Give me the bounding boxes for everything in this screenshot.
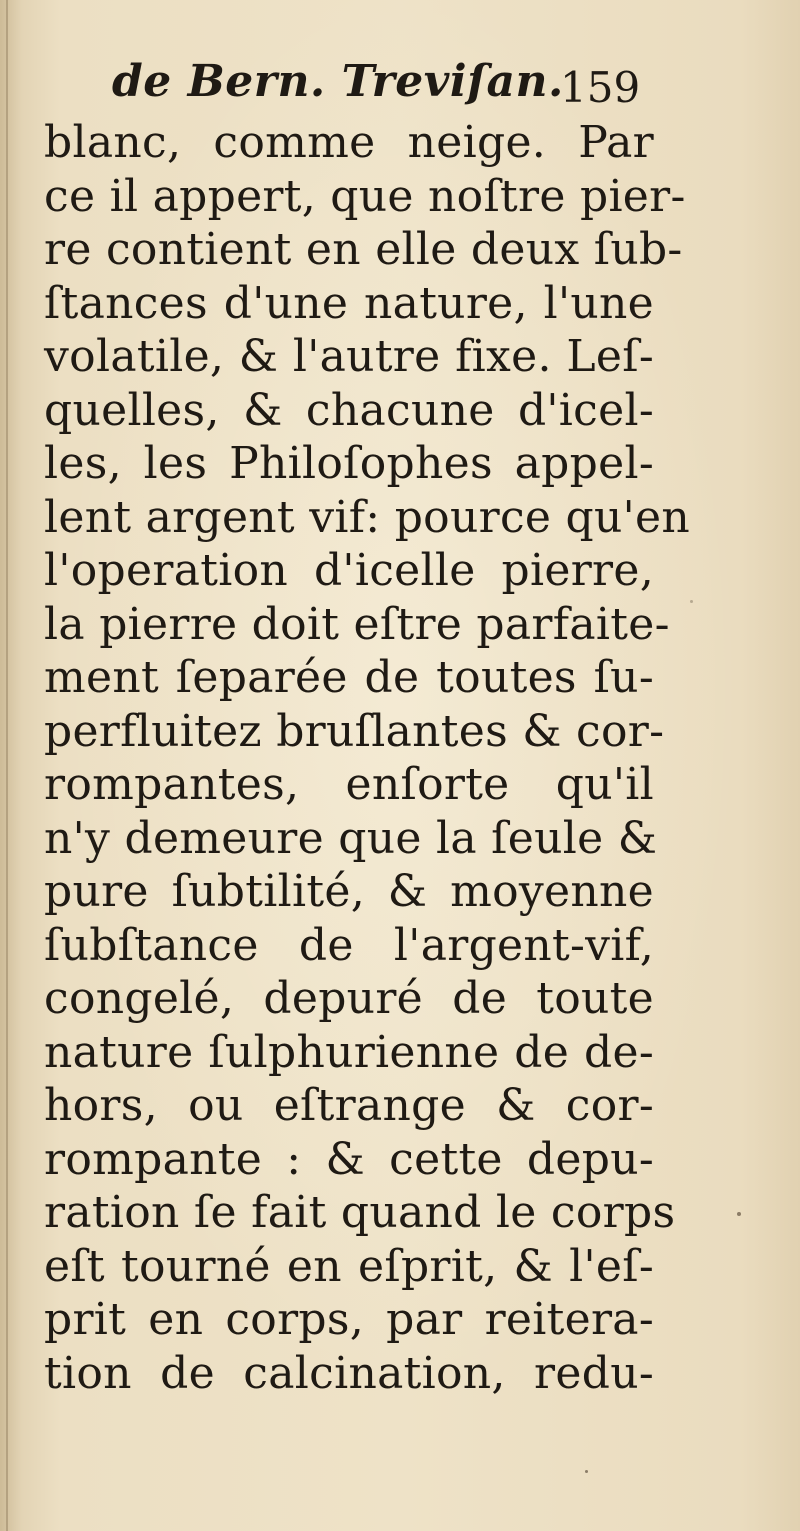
text-line: re contient en elle deux ſub- bbox=[44, 224, 683, 275]
text-line: congelé, depuré de toute bbox=[44, 973, 654, 1024]
text-line: ſtances d'une nature, l'une bbox=[44, 277, 654, 329]
text-line: la pierre doit eſtre parfaite- bbox=[44, 598, 670, 650]
text-line: nature ſulphurienne de de- bbox=[44, 1026, 654, 1078]
paper-speck bbox=[690, 600, 693, 603]
text-line: hors, ou eſtrange & cor- bbox=[44, 1080, 654, 1131]
page-number: 159 bbox=[560, 63, 641, 112]
paper-speck bbox=[737, 1212, 741, 1216]
text-line: ce il appert, que noſtre pier- bbox=[44, 170, 686, 222]
paper-speck bbox=[585, 1470, 588, 1473]
text-line: volatile, & l'autre fixe. Leſ- bbox=[44, 331, 654, 382]
text-line: ment ſeparée de toutes ſu- bbox=[44, 652, 654, 703]
text-line: blanc, comme neige. Par bbox=[44, 117, 654, 168]
text-line: prit en corps, par reitera- bbox=[44, 1294, 654, 1345]
text-line: pure ſubtilité, & moyenne bbox=[44, 866, 654, 917]
text-line: rompante : & cette depu- bbox=[44, 1133, 654, 1185]
page-header bbox=[0, 52, 800, 122]
text-line: l'operation d'icelle pierre, bbox=[44, 545, 654, 596]
text-line: rompantes, enſorte qu'il bbox=[44, 759, 654, 810]
text-line: ration ſe fait quand le corps bbox=[44, 1187, 676, 1238]
text-line: ſubſtance de l'argent-vif, bbox=[44, 919, 654, 971]
page-gutter-edge bbox=[6, 0, 8, 1531]
body-text bbox=[44, 116, 690, 1400]
text-line: tion de calcination, redu- bbox=[44, 1347, 654, 1399]
text-line: n'y demeure que la ſeule & bbox=[44, 812, 658, 864]
text-line: les, les Philoſophes appel- bbox=[44, 438, 654, 489]
text-line: lent argent vif: pource qu'en bbox=[44, 491, 690, 543]
text-line: quelles, & chacune d'icel- bbox=[44, 384, 654, 436]
text-line: perfluitez bruſlantes & cor- bbox=[44, 705, 665, 757]
running-title: de Bern. Treviſan. bbox=[112, 56, 564, 107]
text-line: eſt tourné en eſprit, & l'eſ- bbox=[44, 1240, 654, 1292]
